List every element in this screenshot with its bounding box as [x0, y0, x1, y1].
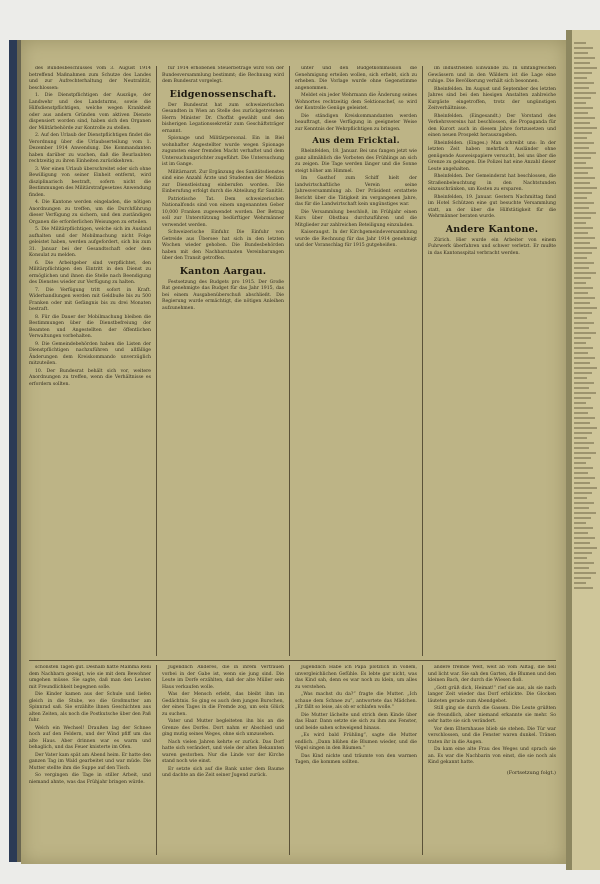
next-page-text-line	[574, 487, 597, 489]
next-page-text-line	[574, 352, 588, 354]
article-paragraph: Festsetzung des Budgets pro 1915. Der Große Rat genehmigte das Budget für das Jahr 1915, das bei einem Ausgabenüberschuß abschließt. Die Regierung wurde ermächtigt, die nötigen Anleihen aufzunehmen.	[162, 279, 284, 311]
next-page-text-line	[574, 512, 596, 514]
next-page-text-line	[574, 507, 589, 509]
next-page-text-line	[574, 232, 588, 234]
column-rule	[156, 66, 157, 656]
next-page-text-line	[574, 292, 588, 294]
column-rule	[422, 665, 423, 855]
next-page-text-line	[574, 477, 595, 479]
next-page-text-line	[574, 57, 595, 59]
article-paragraph: Da kam eine alte Frau des Weges und sprach sie an. Es war die Nachbarin von einst, die sie noch als Kind gekannt hatte.	[428, 747, 556, 765]
next-page-text-line	[574, 307, 597, 309]
article-paragraph: Die Kinder kamen aus der Schule und liefen gleich in die Stube, wo die Großmutter am Spinnrad saß. Sie erzählte ihnen Geschichten aus alten Zeiten, als noch die Postkutsche über den Paß fuhr.	[29, 692, 151, 723]
next-page-text-line	[574, 337, 591, 339]
next-page-text-line	[574, 117, 595, 119]
next-page-text-line	[574, 272, 596, 274]
article-paragraph: Rheinfelden, 18. Januar. Bei uns fangen jetzt wie ganz allmählich die Vorboten des Frühlings an sich zu zeigen. Die Tage werden länger und die Sonne steigt höher am Himmel.	[295, 149, 417, 174]
next-page-text-line	[574, 542, 590, 544]
top-column-1	[29, 66, 151, 656]
article-paragraph: unter und den Budgetkommission die Genehmigung erteilen wollen, sich erhebt, sich zu erheben. Die Vorlage wurde ohne Gegenstimme angenommen.	[295, 66, 417, 91]
section-heading: Aus dem Fricktal.	[312, 136, 400, 146]
next-page-text-line	[574, 207, 589, 209]
article-paragraph: Er setzte sich auf die Bank unter dem Baume und dachte an die Zeit seiner Jugend zurück.	[162, 766, 284, 778]
next-page-text-line	[574, 257, 587, 259]
next-page-text-line	[574, 227, 593, 229]
bottom-column-2	[162, 665, 284, 855]
next-page-text-line	[574, 202, 594, 204]
next-page-text-line	[574, 322, 594, 324]
next-page-text-line	[574, 327, 589, 329]
next-page-text-line	[574, 317, 587, 319]
next-page-text-line	[574, 582, 586, 584]
continuation-note: (Fortsetzung folgt.)	[506, 769, 556, 776]
feuilleton-divider	[29, 660, 556, 661]
next-page-text-line	[574, 472, 588, 474]
page-gutter-shadow	[566, 30, 572, 870]
article-paragraph: 5. Die Militärpflichtigen, welche sich im Ausland aufhalten und der Mobilmachung nicht Folge geleistet haben, werden aufgefordert, sich bis zum 31. Januar bei der Gesandtschaft oder dem Konsulat zu melden.	[29, 227, 151, 258]
next-page-text-line	[574, 562, 594, 564]
next-page-text-line	[574, 502, 594, 504]
article-paragraph: Rheinfelden. (Einges.) Man schreibt uns: In der letzten Zeit haben mehrfach Ausländer ohne genügende Ausweispapiere versucht, bei uns über die Grenze zu gelangen. Die Polizei hat eine Anzahl dieser Leute angehalten.	[428, 140, 556, 172]
top-column-2	[162, 66, 284, 656]
article-paragraph: für 1914 erhobenen Steuerbeträge wird von der Bundesversammlung bestimmt; die Rechnung wird dem Bundesrat vorgelegt.	[162, 66, 284, 84]
next-page-text-line	[574, 222, 586, 224]
next-page-text-line	[574, 247, 597, 249]
article-paragraph: 10. Der Bundesrat behält sich vor, weitere Anordnungen zu treffen, wenn die Verhältnisse es erfordern sollten.	[29, 368, 151, 387]
article-paragraph: Die Versammlung beschloß, im Frühjahr einen Kurs über Obstbau durchzuführen und die Mitglieder zur zahlreichen Beteiligung einzuladen.	[295, 209, 417, 228]
next-page-text-line	[574, 362, 590, 364]
next-page-text-line	[574, 447, 589, 449]
next-page-text-line	[574, 552, 592, 554]
article-paragraph: 2. Auf den Urlaub der Dienstpflichtigen findet die Verordnung über die Urlaubserteilung vom 1. Dezember 1914 Anwendung. Die Kommandanten haben darüber zu wachen, daß die Beurlaubten rechtzeitig zu ihren Einheiten zurückkehren.	[29, 133, 151, 164]
next-page-text-line	[574, 107, 593, 109]
next-page-text-line	[574, 157, 591, 159]
next-page-text-line	[574, 282, 586, 284]
next-page-text-line	[574, 367, 597, 369]
next-page-text-line	[574, 42, 586, 44]
next-page-text-line	[574, 192, 592, 194]
article-paragraph: Im Gasthof zum Schiff hielt der landwirtschaftliche Verein seine Jahresversammlung ab. Der Präsident erstattete Bericht über die Tätigkeit im vergangenen Jahre, das für die Landwirtschaft kein ungünstiges war.	[295, 176, 417, 207]
next-page-text-line	[574, 287, 593, 289]
article-paragraph: Der Vater kam spät am Abend heim. Er hatte den ganzen Tag im Wald gearbeitet und war müde. Die Mutter stellte ihm die Suppe auf den Tisch.	[29, 752, 151, 771]
next-page-text-line	[574, 262, 594, 264]
article-paragraph: 3. Wer einen Urlaub überschreitet oder sich ohne Bewilligung von seiner Einheit entfernt, wird disziplinarisch bestraft, sofern nicht die Bestimmungen des Militärstrafgesetzes Anwendung finden.	[29, 166, 151, 198]
next-page-text-line	[574, 557, 587, 559]
next-page-text-line	[574, 217, 591, 219]
article-paragraph: Rheinfelden, 19. Januar. Gestern Nachmittag fand im Hotel Schützen eine gut besuchte Versammlung statt, an der über die Hilfstätigkeit für die Wehrmänner beraten wurde.	[428, 194, 556, 219]
article-paragraph: Die ständigen Kreiskommandanten werden beauftragt, diese Verfügung in geeigneter Weise zur Kenntnis der Wehrpflichtigen zu bringen.	[295, 113, 417, 132]
next-page-text-line	[574, 377, 587, 379]
next-page-text-line	[574, 127, 597, 129]
next-page-text-line	[574, 417, 595, 419]
next-page-text-line	[574, 467, 593, 469]
column-rule	[289, 665, 290, 855]
article-paragraph: Rheinfelden. (Eingesandt.) Der Vorstand des Verkehrsvereins hat beschlossen, die Propaganda für den Kurort auch in diesem Jahre fortzusetzen und einen neuen Prospekt herauszugeben.	[428, 113, 556, 138]
next-page-text-line	[574, 387, 589, 389]
next-page-text-line	[574, 62, 590, 64]
article-paragraph: Der Bundesrat hat zum schweizerischen Gesandten in Wien an Stelle des zurückgetretenen Herrn Minister Dr. Choffat gewählt und den bisherigen Legationssekretär zum Geschäftsträger ernannt.	[162, 102, 284, 134]
next-page-text-line	[574, 497, 587, 499]
article-paragraph: „Es wird bald Frühling“, sagte die Mutter endlich. „Dann blühen die Blumen wieder, und die Vögel singen in den Bäumen.“	[295, 733, 417, 751]
article-paragraph: Rheinfelden. Im August und September des letzten Jahres sind bei den hiesigen Anstalten zahlreiche Kurgäste eingetroffen, trotz der ungünstigen Zeitverhältnisse.	[428, 86, 556, 111]
article-paragraph: im industriellen Einwände zu. In umfangreichen Gewässern und in den Wäldern ist die Lage eine ruhige. Die Bevölkerung verhält sich besonnen.	[428, 66, 556, 84]
next-page-text-line	[574, 427, 597, 429]
next-page-text-line	[574, 457, 591, 459]
next-page-text-line	[574, 532, 588, 534]
next-page-text-line	[574, 97, 591, 99]
article-paragraph: 7. Die Verfügung tritt sofort in Kraft. Widerhandlungen werden mit Geldbuße bis zu 500 Franken oder mit Gefängnis bis zu drei Monaten bestraft.	[29, 287, 151, 312]
next-page-text-line	[574, 302, 590, 304]
article-paragraph: Vor dem Elternhause blieb sie stehen. Die Tür war verschlossen, und die Fenster waren dunkel. Tränen traten ihr in die Augen.	[428, 726, 556, 745]
next-page-text-line	[574, 297, 595, 299]
next-page-text-line	[574, 112, 588, 114]
next-page-text-line	[574, 537, 595, 539]
next-page-text-line	[574, 492, 592, 494]
next-page-text-line	[574, 432, 592, 434]
next-page-text-line	[574, 462, 586, 464]
next-page-text-line	[574, 522, 586, 524]
next-page-text-line	[574, 402, 586, 404]
article-paragraph: Schweizerische Einfuhr. Die Einfuhr von Getreide aus Übersee hat sich in den letzten Wochen wieder gehoben. Die Bundesbehörden haben mit den Nachbarstaaten Vereinbarungen über den Transit getroffen.	[162, 230, 284, 261]
article-paragraph: 9. Die Gemeindebehörden haben die Listen der Dienstpflichtigen nachzuführen und allfällige Änderungen dem Kreiskommando unverzüglich mitzuteilen.	[29, 341, 151, 366]
next-page-text-line	[574, 177, 595, 179]
column-rule	[289, 66, 290, 656]
next-page-text-line	[574, 347, 593, 349]
next-page-text-line	[574, 372, 592, 374]
next-page-text-line	[574, 187, 597, 189]
next-page-text-line	[574, 547, 597, 549]
section-heading: Andere Kantone.	[445, 223, 539, 235]
bottom-column-4	[428, 665, 556, 855]
bottom-column-1	[29, 665, 151, 855]
article-paragraph: andere fremde Welt, weit ab vom Alltag, die hell und licht war. Sie sah den Garten, die Blumen und den kleinen Bach, der durch die Wiesen floß.	[428, 665, 556, 683]
article-paragraph: Was der Mensch erlebt, das bleibt ihm im Gedächtnis. So ging es auch dem jungen Burschen, der eines Tages in die Fremde zog, um sein Glück zu suchen.	[162, 692, 284, 717]
next-page-text-line	[574, 357, 595, 359]
section-heading: Kanton Aargau.	[179, 265, 267, 277]
next-page-text-line	[574, 132, 592, 134]
article-paragraph: Spionage und Militärpersonal. Ein in Biel wohnhafter Angestellter wurde wegen Spionage zugunsten einer fremden Macht verhaftet und dem Untersuchungsrichter zugeführt. Die Untersuchung ist im Gange.	[162, 136, 284, 167]
next-page-text-line	[574, 252, 592, 254]
next-page-text-line	[574, 167, 593, 169]
next-page-text-line	[574, 312, 592, 314]
article-paragraph: 4. Die Kantone werden eingeladen, die nötigen Anordnungen zu treffen, um die Durchführung dieser Verfügung zu sichern, und den zuständigen Organen die erforderlichen Weisungen zu erteilen.	[29, 200, 151, 225]
next-page-text-line	[574, 72, 592, 74]
article-paragraph: des Bundesbeschlusses vom 3. August 1914 betreffend Maßnahmen zum Schutze des Landes und zur Aufrechterhaltung der Neutralität, beschlossen:	[29, 66, 151, 91]
next-page-text-line	[574, 452, 596, 454]
next-page-text-line	[574, 397, 591, 399]
article-paragraph: Nach vielen Jahren kehrte er zurück. Das Dorf hatte sich verändert, und viele der alten Bekannten waren gestorben. Nur die Linde vor der Kirche stand noch wie einst.	[162, 739, 284, 764]
next-page-text-line	[574, 197, 587, 199]
next-page-text-line	[574, 102, 586, 104]
next-page-text-line	[574, 517, 591, 519]
article-paragraph: „Gott grüß dich, Heimat!“ rief sie aus, als sie nach langer Zeit wieder das Dorf erblickte. Die Glocken läuteten gerade zum Abendgebet.	[428, 685, 556, 704]
article-paragraph: 8. Für die Dauer der Mobilmachung bleiben die Bestimmungen über die Dienstbefreiung der Beamten und Angestellten der öffentlichen Verwaltungen vorbehalten.	[29, 314, 151, 339]
next-page-text-line	[574, 82, 594, 84]
next-page-text-line	[574, 422, 590, 424]
article-paragraph: So vergingen die Tage in stiller Arbeit, und niemand ahnte, was das Frühjahr bringen würde.	[29, 773, 151, 785]
top-column-3	[295, 66, 417, 656]
next-page-text-line	[574, 382, 594, 384]
next-page-text-line	[574, 67, 597, 69]
next-page-text-line	[574, 52, 588, 54]
column-rule	[156, 665, 157, 855]
article-paragraph: 6. Die Arbeitgeber sind verpflichtet, den Militärpflichtigen den Eintritt in den Dienst zu ermöglichen und ihnen die Stelle nach Beendigung des Dienstes wieder zur Verfügung zu halten.	[29, 260, 151, 285]
top-column-4	[428, 66, 556, 656]
article-paragraph: Welch ein Wechsel! Draußen lag der Schnee hoch auf den Feldern, und der Wind pfiff um das alte Haus. Aber drinnen war es warm und behaglich, und das Feuer knisterte im Ofen.	[29, 725, 151, 750]
next-page-text-line	[574, 482, 590, 484]
next-page-print	[574, 40, 598, 860]
article-paragraph: Das Kind nickte und träumte von den warmen Tagen, die kommen sollten.	[295, 753, 417, 765]
next-page-text-line	[574, 77, 587, 79]
article-paragraph: 1. Die Dienstpflichtigen der Auszüge, der Landwehr und des Landsturms, sowie die Hilfsdienstpflichtigen, welche wegen Krankheit oder aus andern Gründen vom aktiven Dienste dispensiert worden sind, haben sich den Organen der Militärbehörde zur Kontrolle zu stellen.	[29, 93, 151, 131]
newspaper-page	[21, 40, 566, 864]
next-page-text-line	[574, 47, 593, 49]
next-page-text-line	[574, 242, 590, 244]
article-paragraph: schönsten Tagen gut. Deshalb hatte Mamma Reni dem Nachbarn gezeigt, wie sie mit dem Bewohner umgehen müsse. Sie sagte, daß man den Leuten mit Freundlichkeit begegnen solle.	[29, 665, 151, 690]
next-page-text-line	[574, 162, 586, 164]
column-rule	[422, 66, 423, 656]
next-page-text-line	[574, 572, 596, 574]
next-page-text-line	[574, 332, 596, 334]
bottom-column-3	[295, 665, 417, 855]
article-paragraph: „Was machst du da?“ fragte die Mutter. „Ich schaue dem Schnee zu“, antwortete das Mädchen. „Er fällt so leise, als ob er schlafen wolle.“	[295, 692, 417, 710]
article-paragraph: Jugendlich Anderes, die in ihrem Vertrauen vorbei in der Gabe ist, wenn sie jung sind. Die Leute im Dorfe erzählten, daß der alte Müller sein Haus verkaufen wolle.	[162, 665, 284, 690]
article-paragraph: Die Mutter lächelte und strich dem Kinde über das Haar. Dann setzte sie sich zu ihm ans Fenster, und beide sahen schweigend hinaus.	[295, 712, 417, 731]
next-page-text-line	[574, 147, 589, 149]
next-page-text-line	[574, 407, 593, 409]
next-page-text-line	[574, 142, 594, 144]
next-page-text-line	[574, 392, 596, 394]
next-page-text-line	[574, 527, 593, 529]
article-paragraph: Zürich. Hier wurde ein Arbeiter von einem Fuhrwerk überfahren und schwer verletzt. Er mußte in das Kantonsspital verbracht werden.	[428, 237, 556, 256]
article-paragraph: Jugendlich Habe ich Papa plötzlich in vollem, unvergleichlichen Gefühle. Es lebte gar nicht, was das Kind sah, denn es war noch zu klein, um alles zu verstehen.	[295, 665, 417, 690]
next-page-text-line	[574, 122, 590, 124]
next-page-text-line	[574, 152, 596, 154]
next-page-text-line	[574, 437, 587, 439]
next-page-text-line	[574, 587, 593, 589]
article-paragraph: Vater und Mutter begleiteten ihn bis an die Grenze des Dorfes. Dort nahm er Abschied und ging mutig seines Weges, ohne sich umzusehen.	[162, 719, 284, 737]
article-paragraph: Kaiseraugst. In der Kirchgemeindeversammlung wurde die Rechnung für das Jahr 1914 genehmigt und der Voranschlag für 1915 gutgeheißen.	[295, 230, 417, 248]
next-page-text-line	[574, 182, 590, 184]
article-paragraph: Patriotische Tat. Dem schweizerischen Nationalfonds sind von einem ungenannten Geber 10,000 Franken zugewendet worden. Der Betrag soll zur Unterstützung bedürftiger Wehrmänner verwendet werden.	[162, 196, 284, 228]
article-paragraph: Militärnarzt. Zur Ergänzung des Sanitätsdienstes sind eine Anzahl Ärzte und Studenten der Medizin zur Dienstleistung einberufen worden. Die Einberufung erfolgt durch die Abteilung für Sanität.	[162, 169, 284, 194]
next-page-text-line	[574, 577, 591, 579]
next-page-text-line	[574, 87, 589, 89]
next-page-text-line	[574, 277, 591, 279]
next-page-text-line	[574, 442, 594, 444]
next-page-text-line	[574, 137, 587, 139]
article-paragraph: Meldet ein jeder Wehrmann die Änderung seines Wohnortes rechtzeitig dem Sektionschef, so wird der Kontrolle Genüge geleistet.	[295, 93, 417, 111]
next-page-text-line	[574, 567, 589, 569]
next-page-text-line	[574, 342, 586, 344]
book-spine	[9, 40, 17, 862]
section-heading: Eidgenossenschaft.	[169, 88, 277, 100]
next-page-text-line	[574, 92, 596, 94]
next-page-text-line	[574, 237, 595, 239]
next-page-text-line	[574, 267, 589, 269]
article-paragraph: Still ging sie durch die Gassen. Die Leute grüßten sie freundlich, aber niemand erkannte sie mehr. So sehr hatte sie sich verändert.	[428, 706, 556, 724]
next-page-text-line	[574, 212, 596, 214]
next-page-text-line	[574, 412, 588, 414]
next-page-text-line	[574, 172, 588, 174]
article-paragraph: Rheinfelden. Der Gemeinderat hat beschlossen, die Straßenbeleuchtung in den Nachtstunden einzuschränken, um Kosten zu ersparen.	[428, 174, 556, 192]
